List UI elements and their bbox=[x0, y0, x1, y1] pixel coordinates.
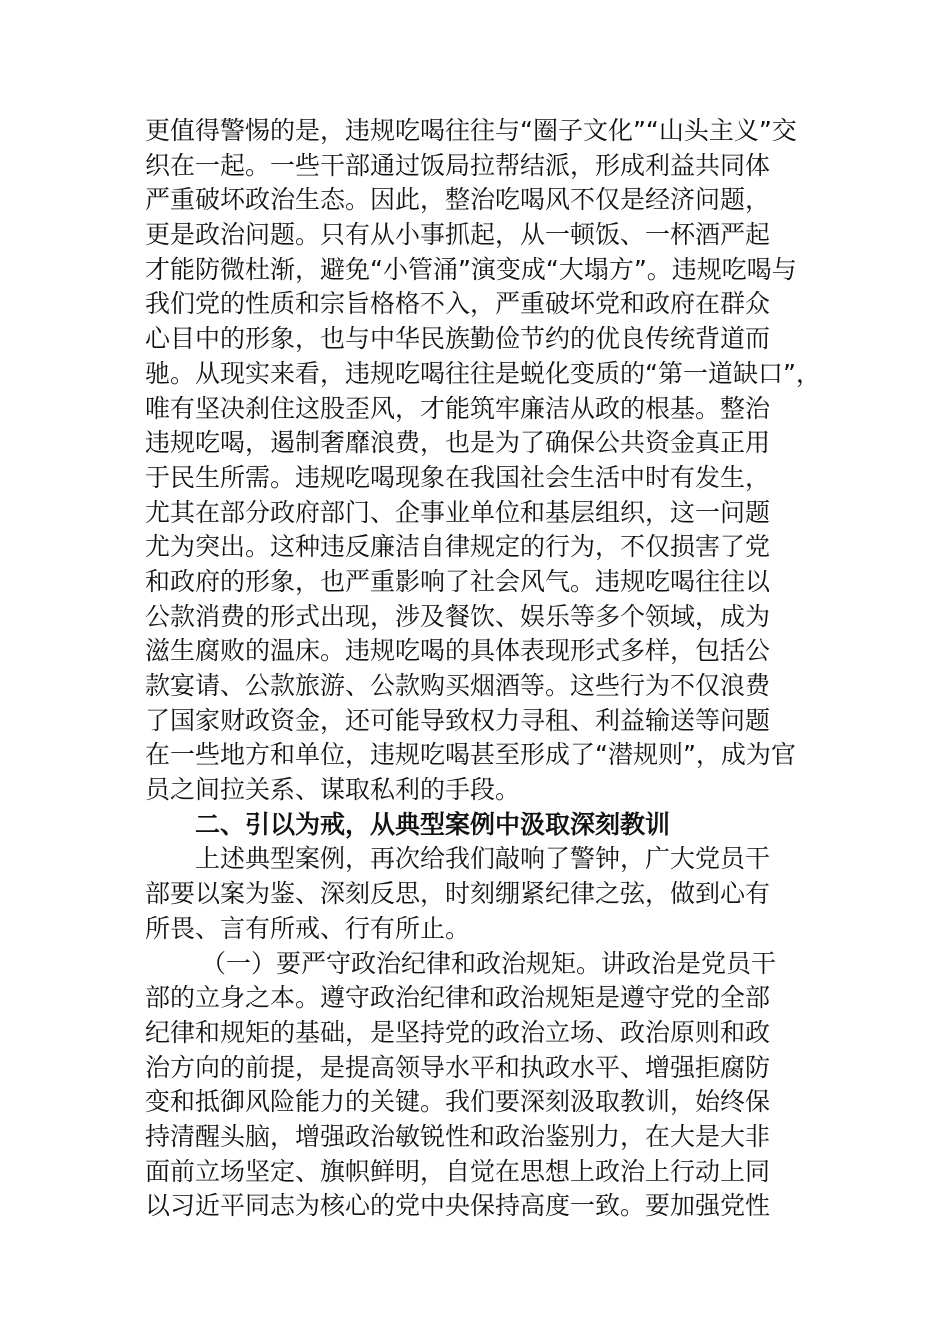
text-line: 变和抵御风险能力的关键。我们要深刻汲取教训，始终保 bbox=[145, 1087, 771, 1117]
text-line: 更值得警惕的是，违规吃喝往往与“圈子文化”“山头主义”交 bbox=[145, 116, 797, 145]
text-line: 部的立身之本。遵守政治纪律和政治规矩是遵守党的全部 bbox=[145, 983, 771, 1013]
text-line: 违规吃喝，遏制奢靡浪费，也是为了确保公共资金真正用 bbox=[145, 428, 771, 458]
text-line: 心目中的形象，也与中华民族勤俭节约的优良传统背道而 bbox=[145, 324, 771, 354]
text-line: 部要以案为鉴、深刻反思，时刻绷紧纪律之弦，做到心有 bbox=[145, 879, 771, 909]
text-line: 织在一起。一些干部通过饭局拉帮结派，形成利益共同体 bbox=[145, 150, 771, 180]
text-line: （一）要严守政治纪律和政治规矩。讲政治是党员干 bbox=[201, 948, 777, 978]
text-line: 唯有坚决刹住这股歪风，才能筑牢廉洁从政的根基。整治 bbox=[145, 393, 771, 423]
section-heading: 二、引以为戒，从典型案例中汲取深刻教训 bbox=[195, 809, 671, 839]
text-line: 滋生腐败的温床。违规吃喝的具体表现形式多样，包括公 bbox=[145, 636, 771, 666]
text-line: 治方向的前提，是提高领导水平和执政水平、增强拒腐防 bbox=[145, 1052, 771, 1082]
text-line: 公款消费的形式出现，涉及餐饮、娱乐等多个领域，成为 bbox=[145, 601, 771, 631]
text-line: 驰。从现实来看，违规吃喝往往是蜕化变质的“第一道缺口”， bbox=[145, 358, 821, 388]
text-line: 款宴请、公款旅游、公款购买烟酒等。这些行为不仅浪费 bbox=[145, 671, 771, 700]
text-line: 面前立场坚定、旗帜鲜明，自觉在思想上政治上行动上同 bbox=[145, 1156, 771, 1186]
document-body bbox=[145, 114, 821, 1224]
text-line: 上述典型案例，再次给我们敲响了警钟，广大党员干 bbox=[195, 844, 771, 874]
text-line: 尤其在部分政府部门、企事业单位和基层组织，这一问题 bbox=[145, 497, 771, 527]
text-line: 了国家财政资金，还可能导致权力寻租、利益输送等问题 bbox=[145, 705, 771, 735]
text-line: 更是政治问题。只有从小事抓起，从一顿饭、一杯酒严起 bbox=[145, 220, 771, 250]
text-line: 纪律和规矩的基础，是坚持党的政治立场、政治原则和政 bbox=[145, 1017, 771, 1047]
text-line: 所畏、言有所戒、行有所止。 bbox=[145, 913, 471, 943]
text-line: 和政府的形象，也严重影响了社会风气。违规吃喝往往以 bbox=[145, 566, 771, 596]
text-line: 在一些地方和单位，违规吃喝甚至形成了“潜规则”，成为官 bbox=[145, 740, 796, 770]
text-line: 于民生所需。违规吃喝现象在我国社会生活中时有发生， bbox=[145, 462, 771, 492]
text-line: 我们党的性质和宗旨格格不入，严重破坏党和政府在群众 bbox=[145, 289, 771, 319]
text-line: 才能防微杜渐，避免“小管涌”演变成“大塌方”。违规吃喝与 bbox=[145, 254, 797, 284]
text-line: 以习近平同志为核心的党中央保持高度一致。要加强党性 bbox=[145, 1191, 771, 1221]
text-line: 持清醒头脑，增强政治敏锐性和政治鉴别力，在大是大非 bbox=[145, 1121, 771, 1151]
text-line: 员之间拉关系、谋取私利的手段。 bbox=[145, 775, 521, 805]
text-line: 尤为突出。这种违反廉洁自律规定的行为，不仅损害了党 bbox=[145, 532, 771, 562]
text-line: 严重破坏政治生态。因此，整治吃喝风不仅是经济问题， bbox=[145, 185, 771, 215]
